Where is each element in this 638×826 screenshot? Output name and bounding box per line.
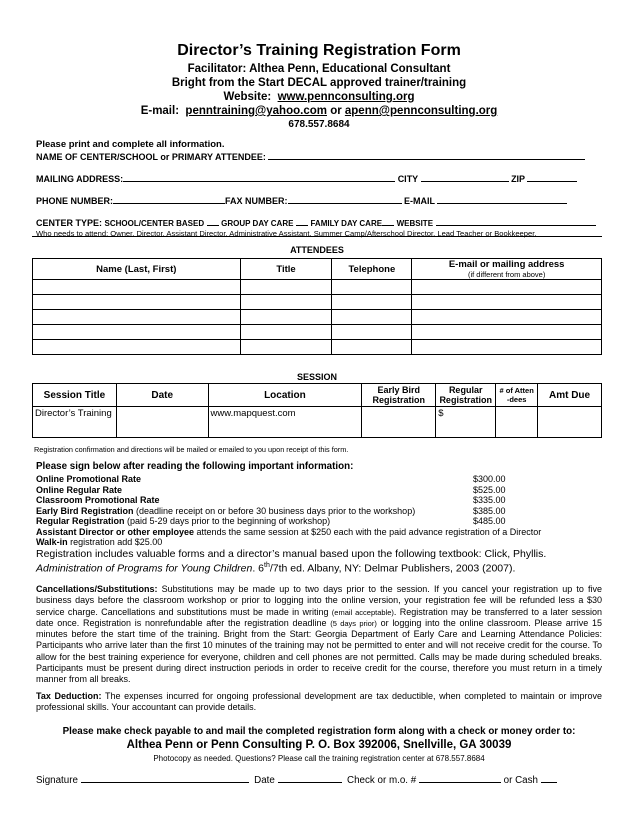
table-row <box>33 325 602 340</box>
date-label: Date <box>254 775 275 786</box>
attendees-caption: ATTENDEES <box>290 245 344 255</box>
attendee-name-cell[interactable] <box>33 340 241 355</box>
contact-section <box>36 139 602 238</box>
attendee-title-cell[interactable] <box>240 295 332 310</box>
rate-row <box>36 495 602 506</box>
mailing-field[interactable] <box>123 173 395 182</box>
email-link-2[interactable]: apenn@pennconsulting.org <box>344 105 498 117</box>
rate-price: $300.00 <box>473 474 506 484</box>
email-field-label: E-MAIL <box>404 196 435 206</box>
attendee-phone-cell[interactable] <box>332 310 412 325</box>
cash-label: or Cash <box>503 775 538 786</box>
col-name: Name (Last, First) <box>33 259 241 280</box>
section-divider <box>32 236 602 237</box>
mailing-label: MAILING ADDRESS: <box>36 174 124 184</box>
email-or: or <box>330 105 342 117</box>
attendee-phone-cell[interactable] <box>332 340 412 355</box>
check-label: Check or m.o. # <box>347 775 417 786</box>
city-label: CITY <box>397 174 419 184</box>
session-attendees-cell[interactable] <box>496 407 538 438</box>
rate-row <box>36 474 602 485</box>
signature-field[interactable] <box>81 774 249 783</box>
attendee-phone-cell[interactable] <box>332 295 412 310</box>
attendee-name-cell[interactable] <box>33 295 241 310</box>
group-day-care-blank[interactable] <box>296 217 308 226</box>
form-title: Director’s Training Registration Form <box>177 42 461 59</box>
website-field-label: WEBSITE <box>396 219 434 228</box>
session-table <box>32 383 602 438</box>
cancellations-small-1: (email acceptable) <box>331 607 394 617</box>
walkin-label: Walk-in <box>36 537 68 547</box>
rate-name: Online Promotional Rate <box>36 474 142 484</box>
rate-name: Regular Registration <box>36 516 125 526</box>
center-type-row <box>36 217 602 228</box>
table-row <box>33 310 602 325</box>
rate-row <box>36 506 602 517</box>
cancellations-paragraph <box>36 584 602 686</box>
fax-label: FAX NUMBER: <box>225 196 288 206</box>
approved-line: Bright from the Start DECAL approved trainer/training <box>171 77 467 89</box>
school-center-option[interactable]: SCHOOL/CENTER BASED <box>104 219 205 228</box>
table-row <box>33 280 602 295</box>
table-row <box>33 340 602 355</box>
session-amt-cell[interactable] <box>538 407 602 438</box>
website-field[interactable] <box>436 217 596 226</box>
col-email-label: E-mail or mailing address <box>448 259 565 270</box>
col-email-sub: (if different from above) <box>467 270 546 279</box>
col-location: Location <box>208 384 362 407</box>
session-note: Registration confirmation and directions will be mailed or emailed to you upon receipt of this form. <box>34 445 349 454</box>
phone-fax-row <box>36 195 602 206</box>
attendee-email-cell[interactable] <box>412 280 602 295</box>
rate-name: Early Bird Registration <box>36 505 134 516</box>
session-header-row <box>33 384 602 407</box>
cancellations-text-1: Substitutions may be made up to two days prior to the session. If you cancel your registration up to five business days before the classroom workshop or prior to logging into the online version, your registration fee will be refunded less a $30 service charge. Cancellations and substitutions must be made in writing <box>36 584 602 617</box>
email-field[interactable] <box>437 195 567 204</box>
textbook-title: Administration of Programs for Young Children <box>36 562 253 575</box>
name-field[interactable] <box>268 151 585 160</box>
group-day-care-option[interactable]: GROUP DAY CARE <box>221 219 294 228</box>
rates-intro: Please sign below after reading the following important information: <box>36 461 354 472</box>
attendee-phone-cell[interactable] <box>332 325 412 340</box>
header-phone: 678.557.8684 <box>288 119 350 130</box>
walkin-text: registration add $25.00 <box>67 537 163 547</box>
col-early-bird: Early Bird Registration <box>362 384 436 407</box>
session-caption: SESSION <box>296 372 337 382</box>
cancellations-label: Cancellations/Substitutions: <box>36 584 158 594</box>
cash-field[interactable] <box>541 774 557 783</box>
textbook-line-2 <box>36 560 602 575</box>
cancellations-text-2: . Registration may be transferred to a later session date once. Registration is nonrefundable after the registration deadline <box>36 606 602 628</box>
who-attend-note: Who needs to attend: Owner, Director, Assistant Director, Administrative Assistant, Summer Camp/Afterschool Director, Lead Teacher or Bookkeeper. <box>36 229 537 238</box>
facilitator-line: Facilitator: Althea Penn, Educational Consultant <box>187 63 451 75</box>
family-day-care-option[interactable]: FAMILY DAY CARE <box>310 219 383 228</box>
rate-price: $485.00 <box>473 516 506 526</box>
fax-field[interactable] <box>288 195 402 204</box>
attendee-email-cell[interactable] <box>412 310 602 325</box>
rate-row <box>36 485 602 496</box>
rate-detail: (deadline receipt on or before 30 business days prior to the workshop) <box>133 505 416 516</box>
attendee-title-cell[interactable] <box>240 325 332 340</box>
cancellations-small-2: (5 days prior) <box>330 618 377 628</box>
attendee-name-cell[interactable] <box>33 325 241 340</box>
website-label: Website: <box>223 91 272 103</box>
col-session-title: Session Title <box>33 384 117 407</box>
tax-paragraph <box>36 691 602 714</box>
attendee-phone-cell[interactable] <box>332 280 412 295</box>
phone-label: PHONE NUMBER: <box>36 196 114 206</box>
check-field[interactable] <box>419 774 501 783</box>
attendees-header-row <box>33 259 602 280</box>
attendee-email-cell[interactable] <box>412 295 602 310</box>
session-date-cell[interactable] <box>116 407 208 438</box>
attendee-name-cell[interactable] <box>33 280 241 295</box>
attendee-email-cell[interactable] <box>412 325 602 340</box>
city-field[interactable] <box>421 173 509 182</box>
rate-row <box>36 516 602 527</box>
assistant-label: Assistant Director or other employee <box>36 526 195 537</box>
website-line <box>0 90 638 104</box>
session-title-cell: Director’s Training <box>33 407 117 438</box>
tax-label: Tax Deduction: <box>36 691 102 701</box>
rate-name: Online Regular Rate <box>36 484 123 495</box>
rate-price: $385.00 <box>473 505 506 516</box>
name-row <box>36 151 602 162</box>
textbook-edition-a: . 6 <box>252 562 265 575</box>
session-location-cell[interactable]: www.mapquest.com <box>208 407 362 438</box>
zip-label: ZIP <box>511 174 525 184</box>
date-field[interactable] <box>278 774 342 783</box>
school-center-blank[interactable] <box>207 217 219 226</box>
assistant-text: attends the same session at $250 each with the paid advance registration of a Director <box>194 526 542 537</box>
tax-text: The expenses incurred for ongoing professional development are tax deductible, when completed to maintain or improve professional skills. Your accountant can provide details. <box>36 691 602 713</box>
col-title: Title <box>240 259 332 280</box>
attendee-name-cell[interactable] <box>33 310 241 325</box>
signature-row <box>36 774 602 786</box>
session-early-cell[interactable] <box>362 407 436 438</box>
name-label: NAME OF CENTER/SCHOOL or PRIMARY ATTENDEE: <box>36 152 266 162</box>
col-regular: Regular Registration <box>436 384 496 407</box>
rates-section <box>36 461 602 575</box>
print-note: Please print and complete all information. <box>36 139 225 150</box>
textbook-line-1: Registration includes valuable forms and a director’s manual based upon the following textbook: Click, Phyllis. <box>36 547 547 560</box>
website-link[interactable]: www.pennconsulting.org <box>277 91 415 103</box>
attendee-title-cell[interactable] <box>240 310 332 325</box>
rate-price: $335.00 <box>473 495 506 505</box>
table-row <box>33 295 602 310</box>
email-label: E-mail: <box>140 105 180 117</box>
attendee-title-cell[interactable] <box>240 340 332 355</box>
signature-label: Signature <box>36 775 78 786</box>
cancellations-text-3: or logging into the online classroom. Please arrive 15 minutes before the start time of the training. Bright from the Start: Georgia Department of Early Care and Learning Attendance Policies: Participants who arrive later than the first 10 minutes of the training may not be permitted to enter and will not receive credit for the course. To allow for the best training experience for everyone, children and cell phones are not permitted. Calls may be made during scheduled breaks. Participants must be present during direct instruction periods in order to receive credit for the course, therefore you must return in a timely manner from all breaks. <box>36 617 603 685</box>
zip-field[interactable] <box>527 173 577 182</box>
walkin-line <box>36 537 602 548</box>
col-amt-due: Amt Due <box>538 384 602 407</box>
rate-name: Classroom Promotional Rate <box>36 495 160 505</box>
email-link-1[interactable]: penntraining@yahoo.com <box>185 105 327 117</box>
textbook-edition-b: /7th ed. Albany, NY: Delmar Publishers, 2003 (2007). <box>269 562 516 575</box>
mail-instructions: Please make check payable to and mail the completed registration form along with a check or money order to: <box>62 726 576 737</box>
rate-price: $525.00 <box>473 484 506 495</box>
mailing-row <box>36 173 602 184</box>
textbook-sup: th <box>264 562 270 569</box>
family-day-care-blank[interactable] <box>382 217 394 226</box>
col-email <box>412 259 602 280</box>
center-type-label: CENTER TYPE: <box>36 218 103 228</box>
attendee-email-cell[interactable] <box>412 340 602 355</box>
col-telephone: Telephone <box>332 259 412 280</box>
attendees-table <box>32 258 602 355</box>
col-attendees: # of Atten -dees <box>496 384 538 407</box>
col-date: Date <box>116 384 208 407</box>
mailing-address: Althea Penn or Penn Consulting P. O. Box 392006, Snellville, GA 30039 <box>126 739 512 751</box>
assistant-line <box>36 527 602 538</box>
photocopy-note: Photocopy as needed. Questions? Please call the training registration center at 678.557.8684 <box>153 754 485 763</box>
rate-detail: (paid 5-29 days prior to the beginning of workshop) <box>124 516 331 526</box>
email-line <box>0 104 638 118</box>
table-row <box>33 407 602 438</box>
phone-field[interactable] <box>113 195 225 204</box>
attendee-title-cell[interactable] <box>240 280 332 295</box>
session-regular-cell[interactable]: $ <box>436 407 496 438</box>
